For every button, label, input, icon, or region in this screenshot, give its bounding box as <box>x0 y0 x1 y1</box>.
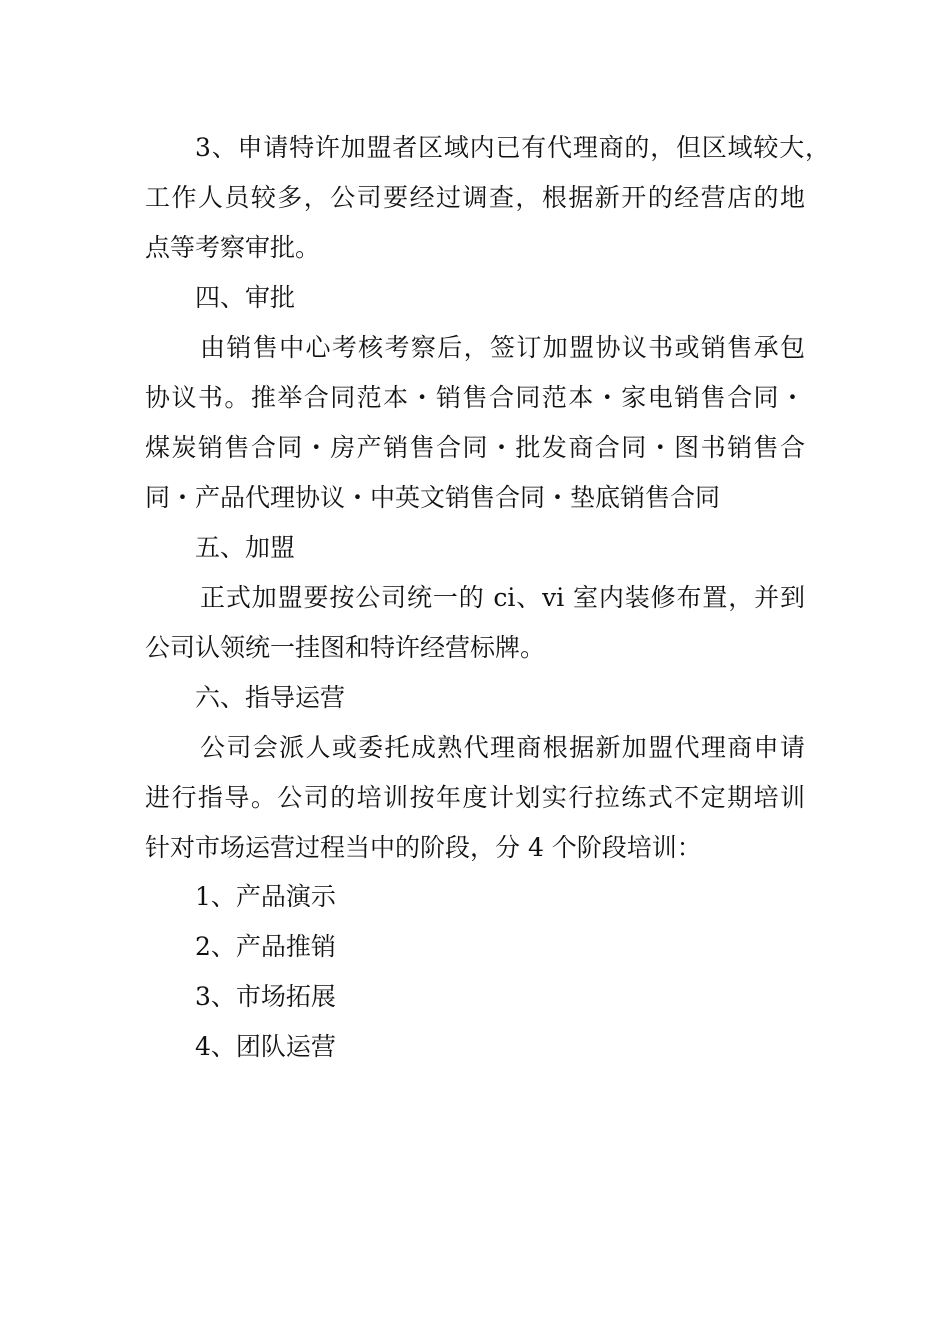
list-item: 1、产品演示 <box>195 882 336 911</box>
paragraph-line: 进行指导。公司的培训按年度计划实行拉练式不定期培训 <box>145 783 805 812</box>
paragraph-line: 同・产品代理协议・中英文销售合同・垫底销售合同 <box>145 483 721 512</box>
section-heading: 四、审批 <box>195 283 296 312</box>
paragraph-line: 针对市场运营过程当中的阶段，分 4 个阶段培训： <box>145 833 702 862</box>
paragraph-line: 由销售中心考核考察后，签订加盟协议书或销售承包 <box>200 333 805 362</box>
paragraph-line: 公司认领统一挂图和特许经营标牌。 <box>145 633 546 662</box>
paragraph-line: 协议书。推举合同范本・销售合同范本・家电销售合同・ <box>145 383 805 412</box>
paragraph-line: 点等考察审批。 <box>145 233 321 262</box>
paragraph-line: 煤炭销售合同・房产销售合同・批发商合同・图书销售合 <box>145 433 805 462</box>
list-item: 3、市场拓展 <box>195 982 336 1011</box>
paragraph-line: 公司会派人或委托成熟代理商根据新加盟代理商申请 <box>200 733 805 762</box>
paragraph-line: 工作人员较多，公司要经过调查，根据新开的经营店的地 <box>145 183 805 212</box>
paragraph-line: 正式加盟要按公司统一的 ci、vi 室内装修布置，并到 <box>200 583 805 612</box>
list-item: 2、产品推销 <box>195 932 336 961</box>
paragraph-line: 3、申请特许加盟者区域内已有代理商的，但区域较大， <box>195 133 830 162</box>
list-item: 4、团队运营 <box>195 1032 336 1061</box>
section-heading: 五、加盟 <box>195 533 296 562</box>
section-heading: 六、指导运营 <box>195 683 346 712</box>
